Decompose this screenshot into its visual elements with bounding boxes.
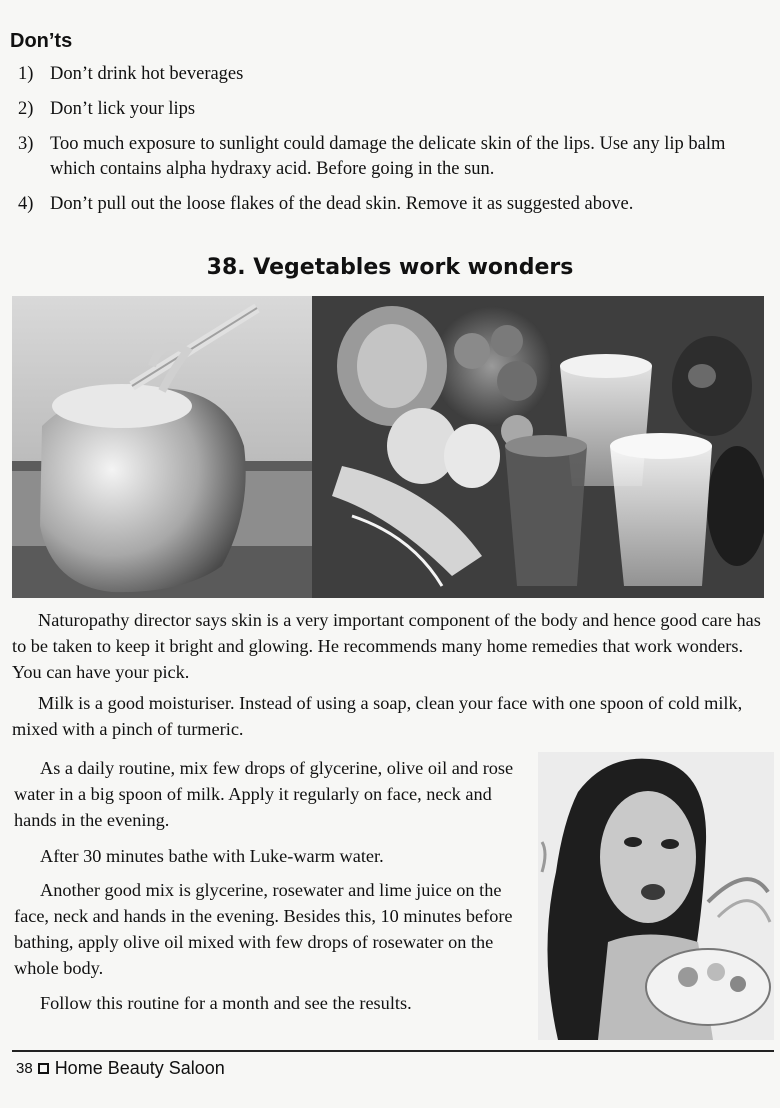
follow-routine-paragraph: Follow this routine for a month and see the results. bbox=[40, 993, 412, 1013]
list-item-number: 2) bbox=[18, 99, 34, 119]
donts-list bbox=[18, 62, 773, 227]
list-item-text: Don’t lick your lips bbox=[50, 99, 196, 119]
intro-paragraph: Naturopathy director says skin is a very important component of the body and hence good care has to be taken to keep it bright and glowing. He recommends many home remedies that work wonders. You can have your pick. bbox=[12, 610, 761, 682]
list-item-text: Don’t pull out the loose flakes of the dead skin. Remove it as suggested above. bbox=[50, 194, 634, 214]
coconut-vegetables-photo bbox=[12, 296, 764, 598]
footer-divider bbox=[12, 1050, 774, 1052]
book-title: Home Beauty Saloon bbox=[54, 1058, 225, 1078]
footer bbox=[16, 1058, 225, 1079]
section-title: 38. Vegetables work wonders bbox=[206, 255, 574, 280]
daily-routine-paragraph: As a daily routine, mix few drops of glycerine, olive oil and rose water in a big spoon of milk. Apply it regularly on face, neck and hands in the evening. bbox=[14, 758, 514, 830]
list-item-number: 1) bbox=[18, 64, 34, 84]
donts-heading: Don’ts bbox=[10, 30, 73, 52]
list-item-number: 3) bbox=[18, 134, 34, 154]
list-item bbox=[18, 97, 773, 122]
milk-paragraph: Milk is a good moisturiser. Instead of using a soap, clean your face with one spoon of cold milk, mixed with a pinch of turmeric. bbox=[12, 693, 743, 739]
list-item-text: Don’t drink hot beverages bbox=[50, 64, 244, 84]
list-item bbox=[18, 192, 773, 217]
another-mix-paragraph: Another good mix is glycerine, rosewater and lime juice on the face, neck and hands in the evening. Besides this, 10 minutes before bathing, apply olive oil mixed with few drops of rosewater on the whole body. bbox=[14, 880, 513, 978]
list-item bbox=[18, 62, 773, 87]
page-number: 38 bbox=[16, 1060, 33, 1077]
list-item-number: 4) bbox=[18, 194, 34, 214]
bathe-paragraph: After 30 minutes bathe with Luke-warm water. bbox=[40, 846, 384, 866]
woman-eating-salad-photo bbox=[538, 752, 774, 1040]
square-bullet-icon bbox=[38, 1063, 49, 1074]
list-item-text: Too much exposure to sunlight could damage the delicate skin of the lips. Use any lip balm which contains alpha hydraxy acid. Before going in the sun. bbox=[50, 134, 726, 179]
list-item bbox=[18, 132, 773, 182]
